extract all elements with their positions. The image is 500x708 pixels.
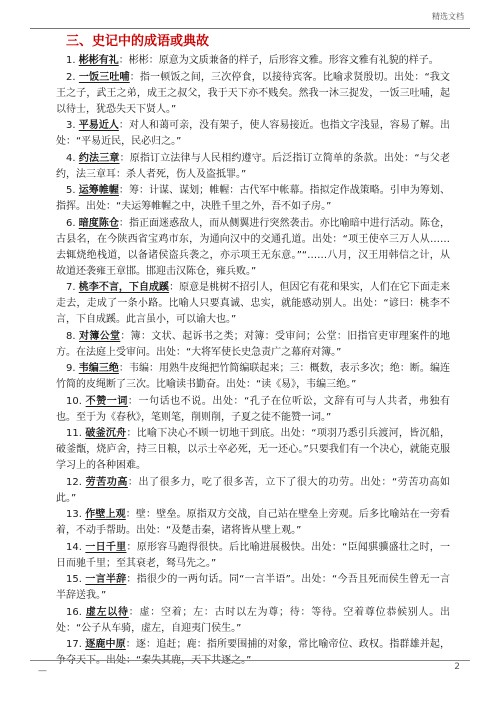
idiom-entry <box>56 605 450 637</box>
entry-number: 16. <box>66 606 82 618</box>
idiom-definition: ：对人和蔼可亲，没有架子，使人容易接近。也指文字浅显，容易了解。出处：“平易近民，民必归之。” <box>56 120 451 147</box>
idiom-entry <box>56 475 450 507</box>
idiom-definition: ：簿：文状、起诉书之类；对簿：受审问；公堂：旧指官吏审理案件的地方。在法庭上受审问。出处：“大将军使长史急责广之幕府对簿。” <box>56 330 451 358</box>
header-label: 精选文档 <box>432 12 464 21</box>
idiom-term: 逐鹿中原 <box>85 639 126 650</box>
page-number: 2 <box>454 662 460 672</box>
idiom-definition: ：比喻下决心不顾一切地干到底。出处：“项羽乃悉引兵渡河，皆沉船，破釜甑，烧庐舍，持三日粮，以示士卒必死，无一还心。”只要我们有一个决心，就能克服学习上的各种困难。 <box>56 428 451 471</box>
idiom-entry <box>56 280 450 328</box>
entry-number: 10. <box>66 395 82 407</box>
idiom-entry <box>56 53 450 69</box>
idiom-term: 暗度陈仓 <box>78 217 119 229</box>
idiom-definition: ：一句话也不说。出处：“孔子在位听讼，文辞有可与人共者，弗独有也。至于为《春秋》，笔则笔，削则削，子夏之徒不能赞一词。” <box>56 395 451 423</box>
idiom-term: 一饭三吐哺 <box>78 71 130 83</box>
entry-number: 1. <box>66 55 76 66</box>
idiom-entry <box>56 572 450 604</box>
entry-number: 12. <box>66 476 82 488</box>
idiom-term: 作壁上观 <box>85 509 126 520</box>
idiom-entry <box>56 70 450 118</box>
idiom-definition: ：原形容马跑得很快。后比喻进展极快。出处：“臣闻骐骥盛壮之时，一日而驰千里；至其衰老，驽马先之。” <box>56 541 451 569</box>
entry-list <box>56 53 450 669</box>
entry-number: 14. <box>66 541 82 553</box>
idiom-entry <box>56 151 450 183</box>
idiom-entry <box>56 118 450 150</box>
idiom-definition: ：韦编：用熟牛皮绳把竹简编联起来；三：概数，表示多次；绝：断。编连竹简的皮绳断了三次。比喻读书勤奋。出处：“读《易》，韦编三绝。” <box>56 363 451 390</box>
footer-mark: — <box>38 666 47 676</box>
idiom-definition: ：筹：计谋、谋划；帷幄：古代军中帐幕。指拟定作战策略。引申为筹划、指挥。出处：“夫运筹帷幄之中，决胜千里之外，吾不如子房。” <box>56 185 451 212</box>
idiom-entry <box>56 216 450 280</box>
idiom-definition: ：原意是桃树不招引人，但因它有花和果实，人们在它下面走来走去，走成了一条小路。比喻人只要真诚、忠实，就能感动别人。出处：“谚曰：桃李不言，下自成蹊。此言虽小，可以谕大也。” <box>56 282 451 325</box>
entry-number: 9. <box>66 363 76 374</box>
entry-number: 15. <box>66 574 82 585</box>
idiom-term: 破釜沉舟 <box>85 428 127 439</box>
idiom-entry <box>56 394 450 426</box>
idiom-term: 劳苦功高 <box>85 476 128 488</box>
idiom-term: 彬彬有礼 <box>78 55 119 66</box>
entry-number: 7. <box>66 282 76 293</box>
idiom-term: 对簿公堂 <box>79 330 121 342</box>
idiom-term: 不赞一词 <box>85 395 128 407</box>
idiom-definition: ：虚：空着；左：古时以左为尊；待：等待。空着尊位恭候别人。出处：“公子从车骑，虚左，自迎夷门侯生。” <box>56 606 451 634</box>
entry-number: 5. <box>66 185 76 196</box>
idiom-term: 一日千里 <box>85 541 127 553</box>
header-rule <box>30 28 470 29</box>
idiom-definition: ：原指订立法律与人民相约遵守。后泛指订立简单的条款。出处：“与父老约，法三章耳：杀人者死，伤人及盗抵罪。” <box>56 152 450 180</box>
idiom-term: 虚左以待 <box>85 606 129 618</box>
idiom-term: 韦编三绝 <box>78 363 119 374</box>
idiom-term: 一言半辞 <box>85 574 127 585</box>
idiom-entry <box>56 426 450 474</box>
entry-number: 11. <box>66 428 82 439</box>
idiom-term: 桃李不言，下自成蹊 <box>78 282 170 293</box>
idiom-definition: ：指正面迷惑敌人，而从侧翼进行突然袭击。亦比喻暗中进行活动。陈仓，古县名，在今陕西省宝鸡市东，为通向汉中的交通孔道。出处：“项王使卒三万人从……去辄烧绝栈道，以备诸侯盗兵袭之，亦示项王无东意。”“……八月，汉王用韩信之计，从故道还袭雍王章邯。邯迎击汉陈仓，雍兵败。” <box>56 217 451 277</box>
idiom-term: 约法三章 <box>78 152 120 164</box>
idiom-entry <box>56 361 450 393</box>
entry-number: 4. <box>66 152 76 164</box>
idiom-definition: ：指很少的一两句话。同“一言半语”。出处：“今吾且死而侯生曾无一言半辞送我。” <box>56 574 450 601</box>
entry-number: 2. <box>66 71 76 83</box>
idiom-entry <box>56 540 450 572</box>
section-title: 三、史记中的成语或典故 <box>66 34 210 49</box>
idiom-entry <box>56 637 450 669</box>
entry-number: 17. <box>66 639 82 650</box>
idiom-entry <box>56 183 450 215</box>
idiom-term: 运筹帷幄 <box>78 185 119 196</box>
idiom-definition: ：彬彬：原意为文质兼备的样子，后形容文雅。形容文雅有礼貌的样子。 <box>118 55 439 66</box>
footer-rule <box>30 660 470 661</box>
idiom-term: 平易近人 <box>78 120 119 131</box>
idiom-definition: ：壁：壁垒。原指双方交战，自己站在壁垒上旁观。后多比喻站在一旁看着，不动手帮助。出处：“及楚击秦，诸将皆从壁上观。” <box>56 509 451 536</box>
idiom-entry <box>56 507 450 539</box>
document-body <box>56 33 450 670</box>
idiom-definition: ：出了很多力，吃了很多苦，立下了很大的功劳。出处：“劳苦功高如此。” <box>56 476 451 504</box>
idiom-entry <box>56 329 450 361</box>
entry-number: 3. <box>66 120 76 131</box>
entry-number: 6. <box>66 217 76 229</box>
idiom-definition: ：逐：追赶；鹿：指所要围捕的对象，常比喻帝位、政权。指群雄并起，争夺天下。出处：“秦失其鹿，天下共逐之。” <box>56 639 451 666</box>
idiom-definition: ：指一顿饭之间，三次停食，以接待宾客。比喻求贤殷切。出处：“我文王之子，武王之弟，成王之叔父，我于天下亦不贱矣。然我一沐三捉发，一饭三吐哺，起以待士，犹恐失天下贤人。” <box>56 71 450 115</box>
entry-number: 13. <box>66 509 82 520</box>
entry-number: 8. <box>66 330 76 342</box>
